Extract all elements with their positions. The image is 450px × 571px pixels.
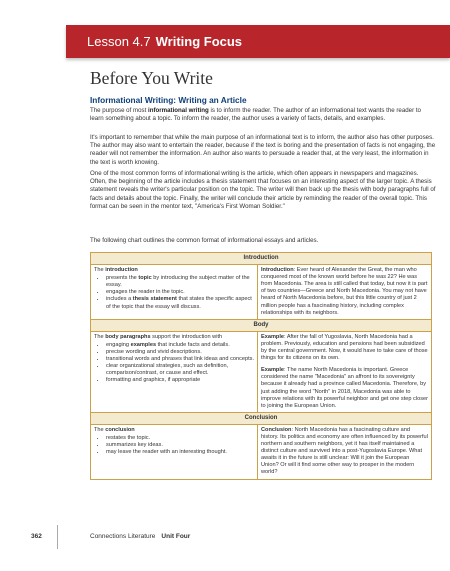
list-item: • restates the topic.	[106, 435, 254, 442]
list-item: • includes a thesis statement that states the specific aspect of the topic that the essay will discuss.	[106, 296, 254, 310]
paragraph-other-purposes: It's important to remember that while the main purpose of an informational text is to inform, the author also has other purposes. The author may also want to entertain the reader, because if the text is boring and the presentation of facts is not engaging, the reader will not remember the information. An author also wants to persuade a reader that, at the very least, the information in the text is worth knowing.	[90, 134, 436, 166]
list-item: • formatting and graphics, if appropriate	[106, 377, 254, 384]
list-item: • engages the reader in the topic.	[106, 289, 254, 296]
list-item: • clear organizational strategies, such as definition, comparison/contrast, or cause and effect.	[106, 363, 254, 377]
lesson-focus: Writing Focus	[155, 34, 243, 49]
section-subheading: Informational Writing: Writing an Article	[90, 95, 247, 105]
body-description: The body paragraphs support the introduction with • engaging examples that include facts and details. • precise wording and vivid descriptions. • transitional words and phrases that link ideas and concepts. • clear organizational strategies, such as definition, comparison/contrast, or cause and effect. • formatting and graphics, if appropriate	[91, 331, 258, 412]
conclusion-example: Conclusion: North Macedonia has a fascinating culture and history. Its politics and economy are often influenced by its powerful northern and southern neighbors, yet it has itself maintained a distinct culture and survived into a post-Yugoslavia Europe. What awaits it in the future is still unclear: Will it join the European Union? Or will it find some other way to prosper in the modern world?	[258, 424, 432, 479]
list-item: • may leave the reader with an interesting thought.	[106, 449, 254, 456]
paragraph-purpose: The purpose of most informational writing is to inform the reader. The author of an informational text wants the reader to learn something about a topic. To inform the reader, the author uses a variety of facts, details, and examples.	[90, 107, 421, 123]
list-item: • transitional words and phrases that link ideas and concepts.	[106, 356, 254, 363]
format-chart	[90, 252, 432, 480]
conclusion-header: Conclusion	[91, 412, 432, 424]
list-item: • precise wording and vivid descriptions.	[106, 349, 254, 356]
footer-book-title: Connections Literature Unit Four	[90, 533, 191, 540]
footer-unit: Unit Four	[161, 533, 191, 540]
paragraph-chart-intro: The following chart outlines the common format of informational essays and articles.	[90, 237, 319, 244]
intro-description: The introduction • presents the topic by introducing the subject matter of the essay. • engages the reader in the topic. • includes a thesis statement that states the specific aspect of the topic that the essay will discuss.	[91, 265, 258, 320]
term-informational-writing: informational writing	[148, 107, 209, 114]
conclusion-description: The conclusion • restates the topic. • summarizes key ideas. • may leave the reader with an interesting thought.	[91, 424, 258, 479]
page-title: Before You Write	[90, 68, 213, 88]
body-header: Body	[91, 319, 432, 331]
intro-example: Introduction: Ever heard of Alexander the Great, the man who conquered most of the known world before he was 22? He was from Macedonia. The area is still called that today, but now it is part of two countries—Greece and North Macedonia. You may not have heard of North Macedonia before, but this little country of just 2 million people has a fascinating history, including complex relationships with its neighbors.	[258, 265, 432, 320]
list-item: • summarizes key ideas.	[106, 442, 254, 449]
list-item: • presents the topic by introducing the subject matter of the essay.	[106, 275, 254, 289]
body-examples: Example: After the fall of Yugoslavia, North Macedonia had a problem. Previously, education and pensions had been subsidized by the central government. Now, it would have to take care of those things for its citizens on its own. Example: The name North Macedonia is important. Greece considered the name "Macedonia" an affront to its sovereignty because it already had a province called Macedonia. Therefore, by just adding the word "North" in 2018, Macedonia was able to improve relations with its powerful neighbor and get one step closer to joining the European Union.	[258, 331, 432, 412]
list-item: • engaging examples that include facts and details.	[106, 342, 254, 349]
lesson-banner	[66, 25, 450, 58]
footer-divider	[57, 525, 58, 549]
paragraph-article-form: One of the most common forms of informational writing is the article, which often appears in newspapers and magazines. Often, the beginning of the article includes a thesis statement that focuses on an interesting aspect of the larger topic. A thesis statement reveals the writer's particular position on the topic. The writer will then back up the thesis with body paragraphs full of facts and details about the topic. Finally, the writer will conclude their article by reminding the reader of the overall topic. This format can be seen in the mentor text, "America's First Woman Soldier."	[90, 170, 436, 210]
page-number: 362	[31, 533, 42, 540]
intro-header: Introduction	[91, 253, 432, 265]
lesson-number: Lesson 4.7	[87, 34, 151, 49]
